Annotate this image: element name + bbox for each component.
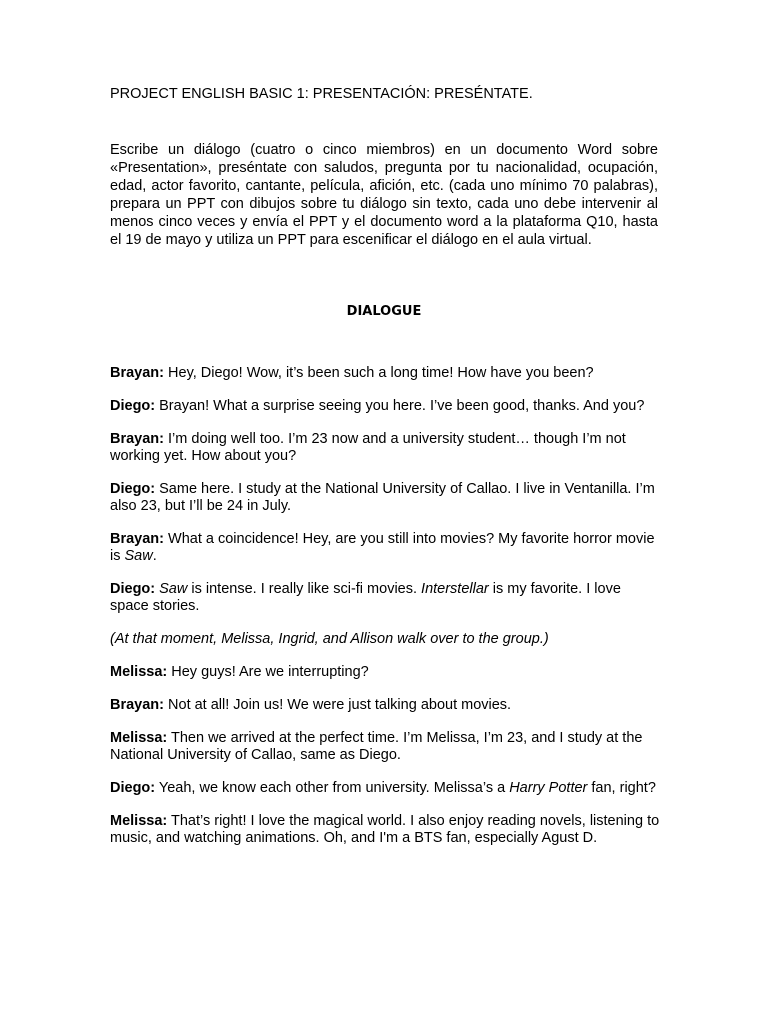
speaker-name: Melissa: <box>110 664 168 680</box>
line-text: . <box>152 548 157 564</box>
speaker-name: Melissa: <box>110 813 168 829</box>
line-text: Brayan! What a surprise seeing you here. I’ve been good, thanks. And you? <box>155 398 645 414</box>
line-text: Not at all! Join us! We were just talking about movies. <box>164 697 512 713</box>
instructions-paragraph: Escribe un diálogo (cuatro o cinco miembros) en un documento Word sobre «Presentation», preséntate con saludos, pregunta por tu nacionalidad, ocupación, edad, actor favorito, cantante, película, afición, etc. (cada uno mínimo 70 palabras), prepara un PPT con dibujos sobre tu diálogo sin texto, cada uno debe intervenir al menos cinco veces y envía el PPT y el documento word a la plataforma Q10, hasta el 19 de mayo y utiliza un PPT para escenificar el diálogo en el aula virtual. <box>110 142 658 248</box>
dialogue-line <box>110 780 662 797</box>
line-text: fan, right? <box>587 780 656 796</box>
line-text: Hey, Diego! Wow, it’s been such a long time! How have you been? <box>164 365 594 381</box>
line-text: is intense. I really like sci-fi movies. <box>187 581 422 597</box>
title-reference: Saw <box>124 548 153 564</box>
title-reference: Harry Potter <box>509 780 588 796</box>
speaker-name: Brayan: <box>110 697 164 713</box>
dialogue-line <box>110 398 662 415</box>
line-text: What a coincidence! Hey, are you still into movies? My favorite horror movie is <box>110 531 655 564</box>
line-text: Yeah, we know each other from university. Melissa’s a <box>155 780 510 796</box>
dialogue-heading: DIALOGUE <box>346 304 422 319</box>
speaker-name: Brayan: <box>110 531 164 547</box>
line-text: Same here. I study at the National University of Callao. I live in Ventanilla. I’m also 23, but I’ll be 24 in July. <box>110 481 655 514</box>
document-title: PROJECT ENGLISH BASIC 1: PRESENTACIÓN: PRESÉNTATE. <box>110 86 533 102</box>
speaker-name: Brayan: <box>110 431 164 447</box>
dialogue-line <box>110 531 662 565</box>
title-reference: Interstellar <box>421 581 489 597</box>
line-text: is my favorite. I love space stories. <box>110 581 621 614</box>
dialogue-line <box>110 730 662 764</box>
title-reference: Saw <box>159 581 188 597</box>
dialogue-line <box>110 365 662 382</box>
speaker-name: Diego: <box>110 581 156 597</box>
dialogue-line <box>110 481 662 515</box>
dialogue-line <box>110 813 662 847</box>
dialogue-line <box>110 697 662 714</box>
speaker-name: Diego: <box>110 481 156 497</box>
speaker-name: Diego: <box>110 780 156 796</box>
speaker-name: Brayan: <box>110 365 164 381</box>
dialogue-line <box>110 581 662 615</box>
dialogue-section <box>110 365 662 863</box>
line-text: That’s right! I love the magical world. I also enjoy reading novels, listening to music, and watching animations. Oh, and I'm a BTS fan, especially Agust D. <box>110 813 660 846</box>
stage-direction-text: (At that moment, Melissa, Ingrid, and Allison walk over to the group.) <box>110 631 549 647</box>
stage-direction <box>110 631 662 648</box>
dialogue-line <box>110 664 662 681</box>
line-text: Hey guys! Are we interrupting? <box>167 664 369 680</box>
line-text: Then we arrived at the perfect time. I’m Melissa, I’m 23, and I study at the National University of Callao, same as Diego. <box>110 730 643 763</box>
speaker-name: Diego: <box>110 398 156 414</box>
line-text: I’m doing well too. I’m 23 now and a university student… though I’m not working yet. How about you? <box>110 431 626 464</box>
dialogue-line <box>110 431 662 465</box>
speaker-name: Melissa: <box>110 730 168 746</box>
